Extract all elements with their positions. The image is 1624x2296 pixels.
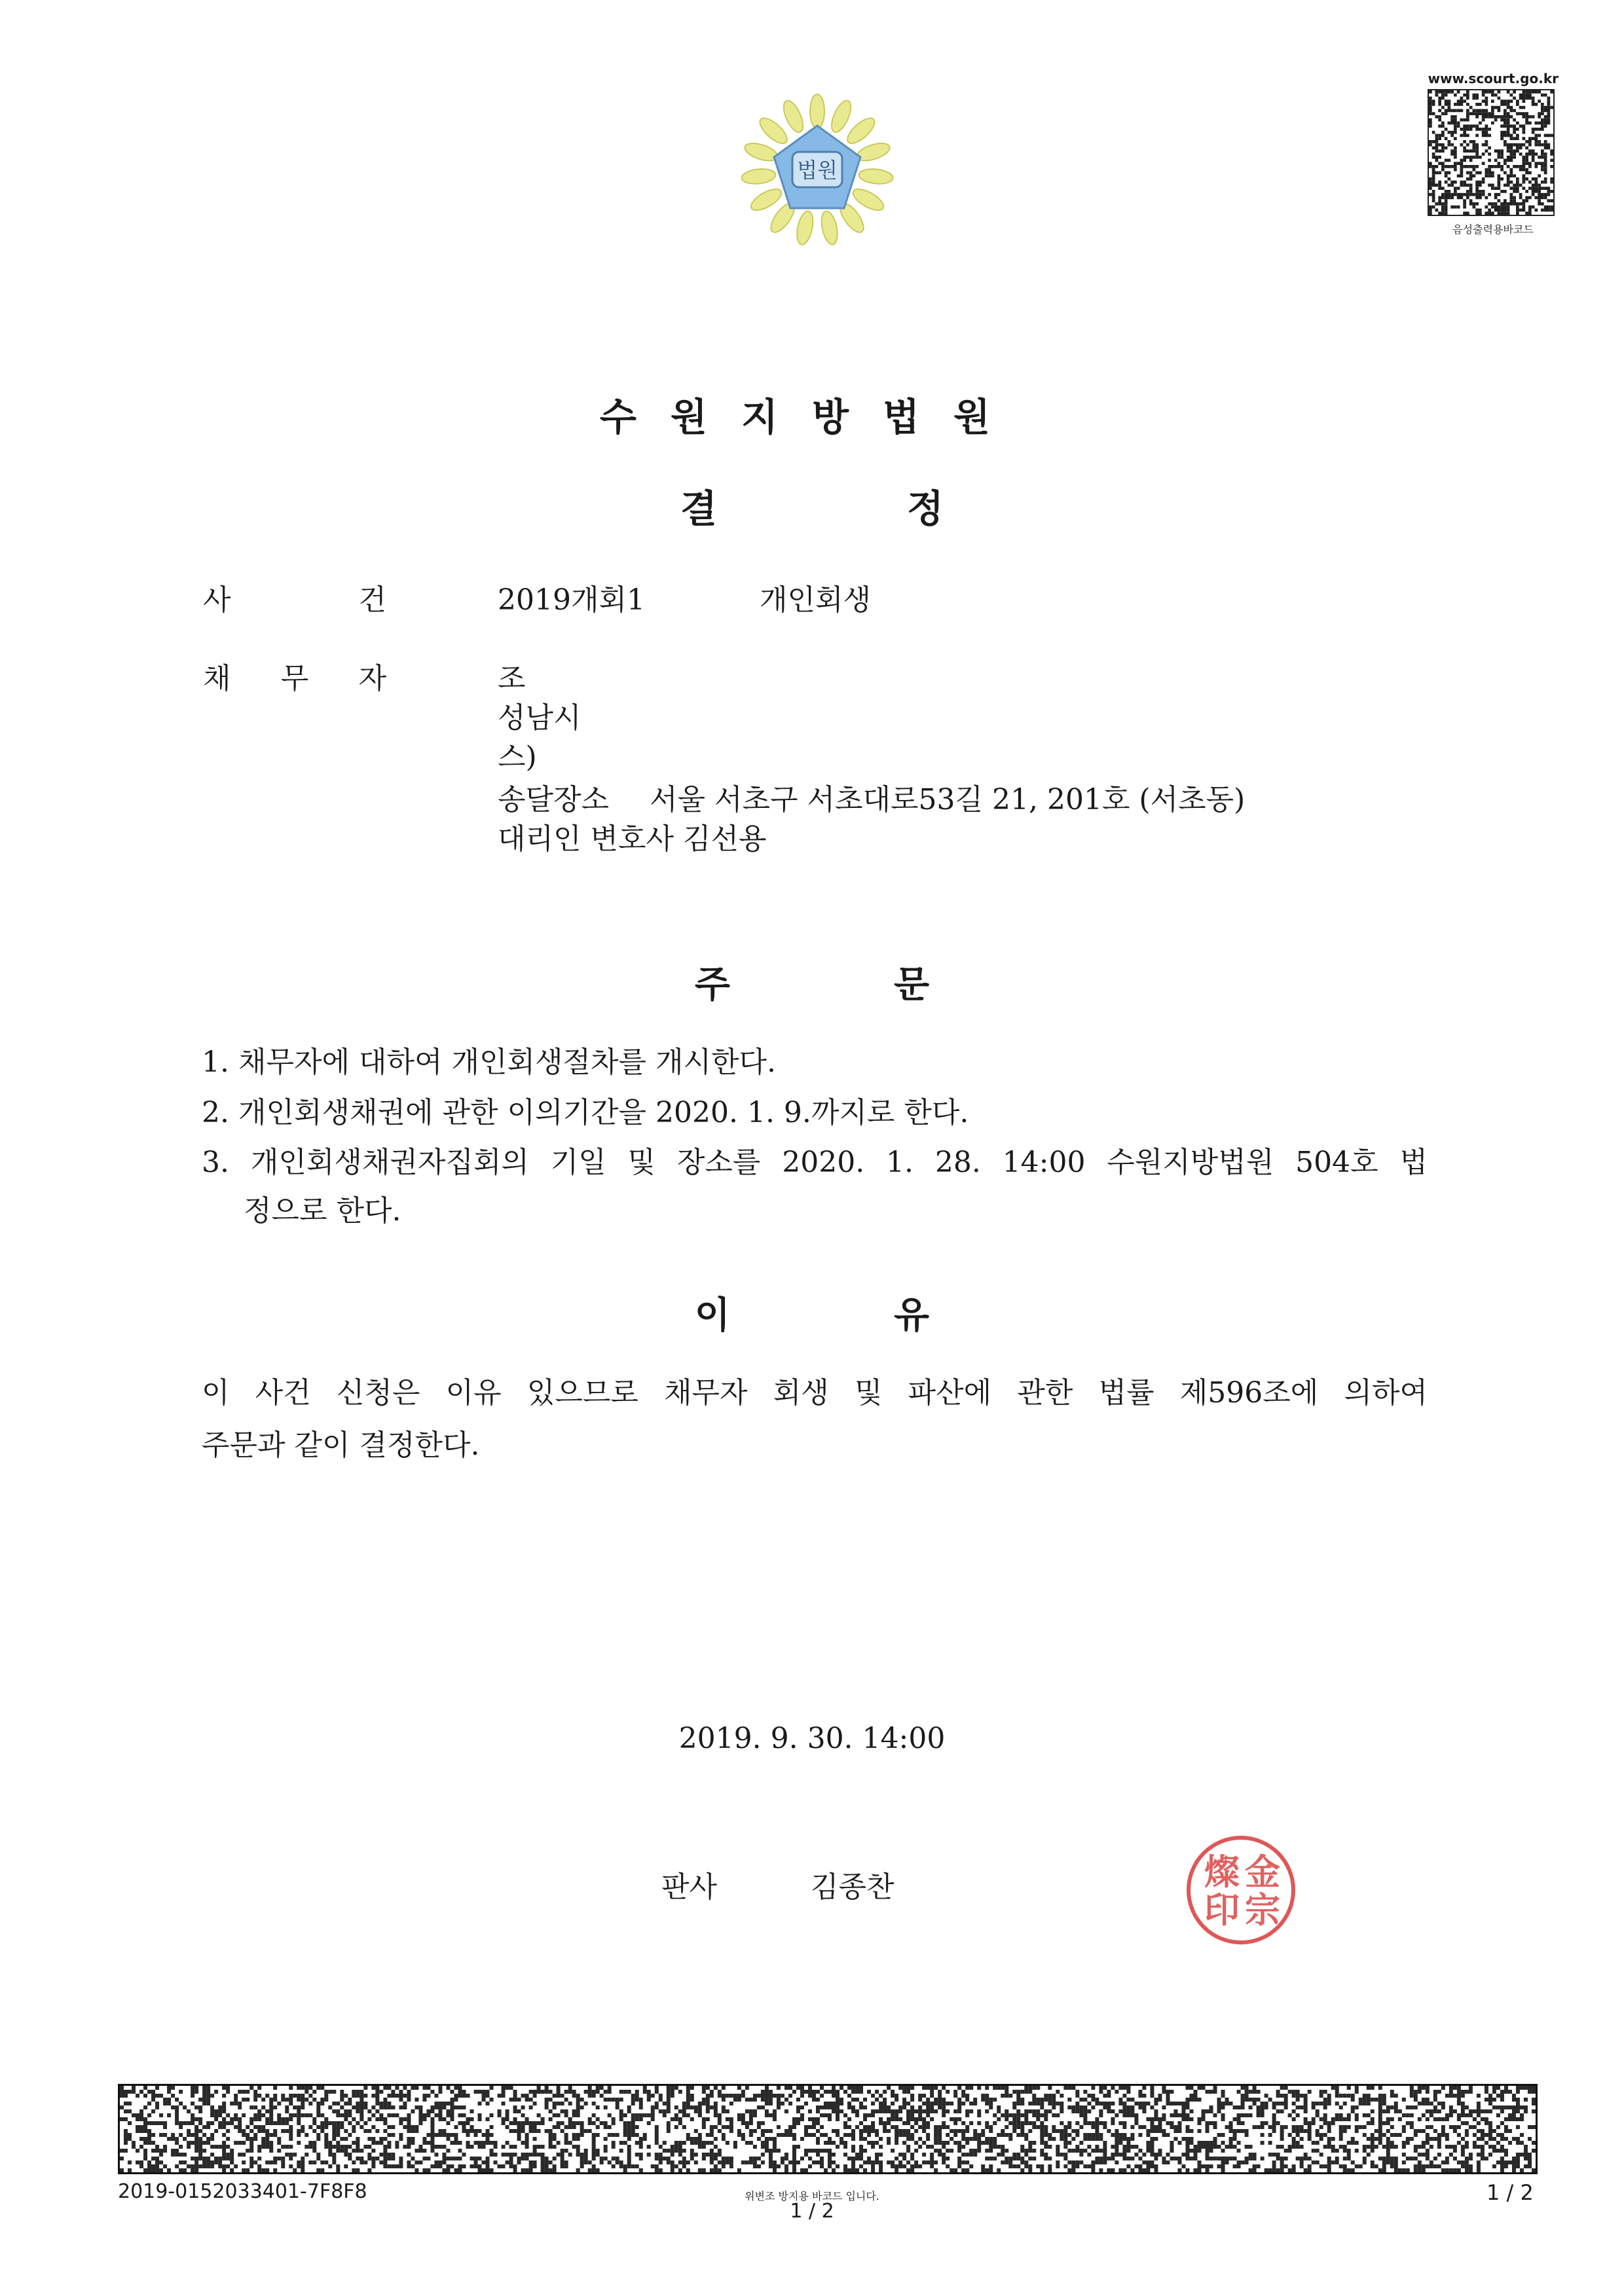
order-item-1 <box>202 1038 776 1087</box>
case-label-char: 건 <box>358 583 386 617</box>
emblem-label: 법원 <box>797 158 838 183</box>
seal-char: 宗 <box>1245 1889 1280 1931</box>
audio-qr-code <box>1428 89 1555 216</box>
service-location-address: 서울 서초구 서초대로53길 21, 201호 (서초동) <box>650 783 1246 816</box>
case-label <box>203 576 386 618</box>
debtor-name: 조 <box>498 662 526 695</box>
case-type: 개인회생 <box>760 583 872 617</box>
service-location <box>498 776 1245 818</box>
seal-char: 燦 <box>1204 1851 1240 1893</box>
debtor-address-line1: 성남시 <box>498 701 581 735</box>
document-id: 2019-0152033401-7F8F8 <box>118 2180 367 2203</box>
debtor-address-line2: 스) <box>498 740 537 774</box>
anti-forgery-barcode <box>118 2084 1538 2174</box>
case-label-char: 사 <box>203 583 231 617</box>
court-name: 수원지방법원 <box>599 395 1025 439</box>
order-item-text: 개인회생채권에 관한 이의기간을 2020. 1. 9.까지로 한다. <box>238 1096 969 1129</box>
order-item-3-continued: 정으로 한다. <box>244 1194 401 1228</box>
qr-url: www.scourt.go.kr <box>1428 71 1559 86</box>
judge-seal <box>1184 1833 1299 1948</box>
order-section-title: 주문 <box>694 964 1094 1006</box>
order-item-3 <box>202 1138 1428 1187</box>
judge-name: 김종찬 <box>811 1870 895 1904</box>
order-item-text: 개인회생채권자집회의 기일 및 장소를 2020. 1. 28. 14:00 수원지방법원 504호 법 <box>250 1146 1428 1179</box>
order-item-number: 3. <box>202 1146 229 1179</box>
reason-line-1: 이 사건 신청은 이유 있으므로 채무자 회생 및 파산에 관한 법률 제596조에 의하여 <box>202 1376 1428 1410</box>
seal-char: 印 <box>1204 1889 1240 1931</box>
case-number: 2019개회1 <box>498 583 645 617</box>
reason-line-2: 주문과 같이 결정한다. <box>202 1429 480 1462</box>
seal-char: 金 <box>1245 1851 1280 1893</box>
service-location-label: 송달장소 <box>498 783 610 816</box>
court-emblem <box>739 92 896 249</box>
order-item-2 <box>202 1088 969 1137</box>
document-title: 결정 <box>680 486 1134 531</box>
debtor-label <box>203 655 386 697</box>
order-item-text: 채무자에 대하여 개인회생절차를 개시한다. <box>238 1046 776 1079</box>
decision-date: 2019. 9. 30. 14:00 <box>678 1722 946 1755</box>
audio-qr-block <box>1428 71 1559 236</box>
barcode-note: 위변조 방지용 바코드 입니다. <box>745 2190 879 2202</box>
qr-caption: 음성출력용바코드 <box>1452 223 1534 236</box>
debtor-label-char: 자 <box>358 662 386 695</box>
debtor-label-char: 채 <box>203 662 231 695</box>
page-number-right: 1 / 2 <box>1486 2180 1534 2205</box>
judge-role: 판사 <box>661 1870 718 1904</box>
reason-section-title: 이유 <box>694 1294 1094 1337</box>
debtor-agent: 대리인 변호사 김선용 <box>498 822 767 856</box>
order-item-number: 2. <box>202 1096 229 1129</box>
order-item-number: 1. <box>202 1046 229 1079</box>
debtor-label-char: 무 <box>280 662 309 695</box>
page-number-center: 1 / 2 <box>790 2200 834 2223</box>
